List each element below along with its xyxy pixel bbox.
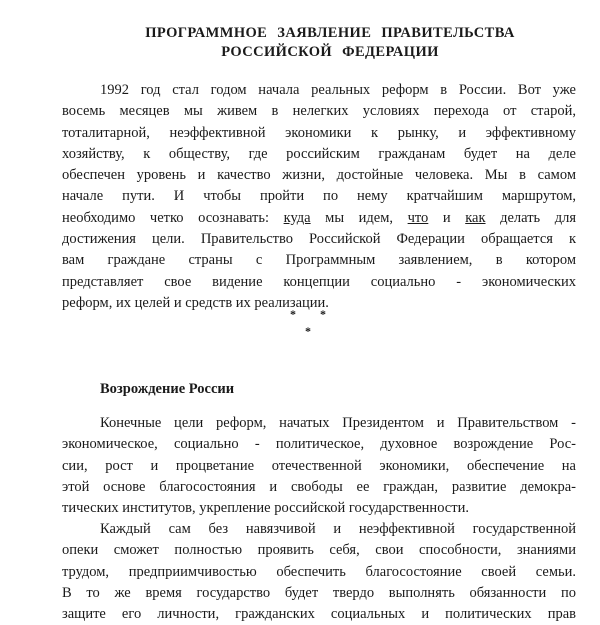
intro-line: начале пути. И чтобы пройти по нему кратчайшим маршрутом, [62, 188, 576, 205]
section-line: Каждый сам без навязчивой и неэффективной государственной [100, 521, 576, 537]
underlined-word-kuda: куда [283, 209, 311, 226]
intro-line: вам граждане страны с Программным заявлением, в котором [62, 252, 576, 269]
section-paragraph-1 [62, 413, 576, 519]
intro-line: реформ, их целей и средств их реализации. [62, 294, 329, 311]
section-line: экономическое, социально - политическое, духовное возрождение Рос- [62, 436, 576, 453]
asterism-separator [280, 300, 340, 340]
intro-line: достижения цели. Правительство Российской Федерации обращается к [62, 231, 576, 248]
intro-line: хозяйству, к обществу, где российским гражданам будет на деле [62, 145, 576, 162]
intro-line-7-start: необходимо четко осознавать: [62, 209, 284, 226]
section-line: защите его личности, гражданских социальных и политических прав [62, 606, 576, 623]
title-line-2: РОССИЙСКОЙ ФЕДЕРАЦИИ [221, 44, 439, 60]
intro-line: 1992 год стал годом начала реальных реформ в России. Вот уже [100, 82, 576, 98]
intro-paragraph [62, 80, 576, 314]
underlined-word-kak: как [465, 209, 486, 226]
section-line: этой основе благосостояния и свободы ее граждан, развитие демокра- [62, 478, 576, 495]
intro-line: восемь месяцев мы живем в нелегких условиях перехода от старой, [62, 103, 576, 120]
intro-line: обеспечен уровень и качество жизни, достойные человека. Мы в самом [62, 167, 576, 184]
section-line: опеки сможет полностью проявить себя, свои способности, знаниями [62, 542, 576, 559]
section-line: тических институтов, укрепление российской государственности. [62, 500, 469, 517]
intro-line-7-end: делать для [485, 209, 577, 226]
section-heading: Возрождение России [100, 381, 235, 397]
separator-star: * [290, 307, 296, 321]
intro-line-7-mid1: мы идем, [310, 209, 408, 226]
intro-line-7-mid2: и [428, 209, 466, 226]
separator-star: * [320, 307, 326, 321]
section-line: сии, рост и процветание отечественной экономики, обеспечение на [62, 457, 576, 474]
section-paragraph-2 [62, 519, 576, 625]
intro-line: представляет свое видение концепции социально - экономических [62, 273, 576, 290]
section-line: Конечные цели реформ, начатых Президентом и Правительством - [100, 415, 576, 431]
document-title [60, 24, 600, 62]
intro-line-underlined [62, 208, 576, 229]
title-line-1: ПРОГРАММНОЕ ЗАЯВЛЕНИЕ ПРАВИТЕЛЬСТВА [145, 25, 515, 41]
separator-star: * [305, 324, 311, 338]
section-line: В то же время государство будет твердо выполнять обязанности по [62, 584, 576, 601]
section-line: трудом, предприимчивостью обеспечить благосостояние своей семьи. [62, 563, 576, 580]
intro-line: тоталитарной, неэффективной экономики к рынку, и эффективному [62, 124, 576, 141]
underlined-word-chto: что [407, 209, 429, 226]
